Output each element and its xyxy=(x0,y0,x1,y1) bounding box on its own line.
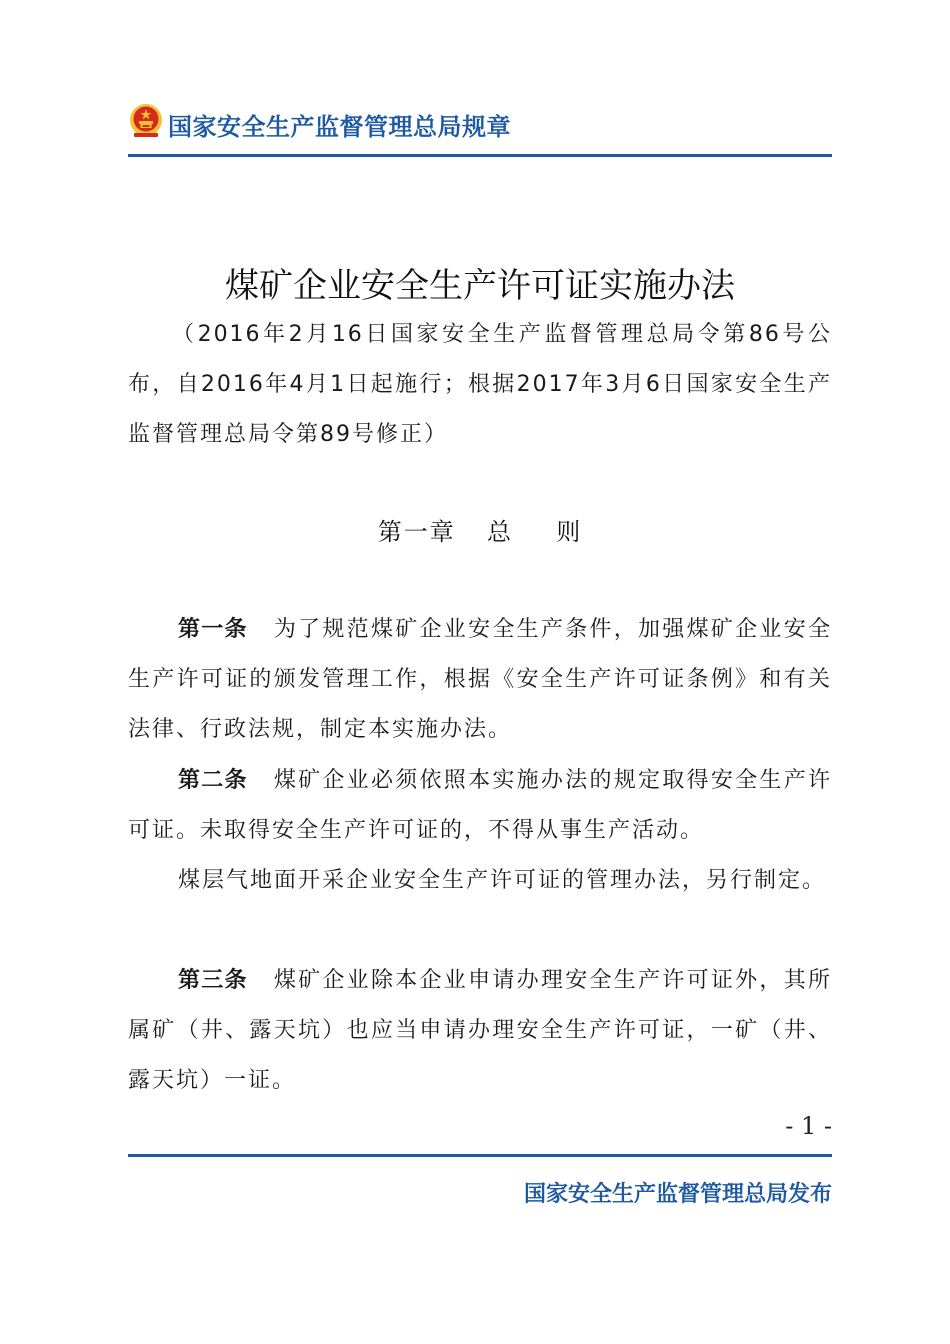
chapter-number: 第一章 xyxy=(377,518,456,546)
footer-publisher: 国家安全生产监督管理总局发布 xyxy=(523,1182,832,1207)
header-title: 国家安全生产监督管理总局规章 xyxy=(168,113,511,141)
article-1 xyxy=(128,605,832,755)
article-text: 煤矿企业必须依照本实施办法的规定取得安全生产许可证。未取得安全生产许可证的，不得从事生产活动。 xyxy=(128,768,832,843)
article-text: 为了规范煤矿企业安全生产条件，加强煤矿企业安全生产许可证的颁发管理工作，根据《安全生产许可证条例》和有关法律、行政法规，制定本实施办法。 xyxy=(128,617,832,742)
article-2-paragraph-2: 煤层气地面开采企业安全生产许可证的管理办法，另行制定。 xyxy=(178,868,827,893)
document-title: 煤矿企业安全生产许可证实施办法 xyxy=(225,266,735,306)
header-divider xyxy=(128,154,832,157)
page-header xyxy=(128,103,832,143)
article-number: 第一条 xyxy=(178,617,248,642)
chapter-name-part1: 总 xyxy=(487,518,513,546)
article-text: 煤矿企业除本企业申请办理安全生产许可证外，其所属矿（井、露天坑）也应当申请办理安全生产许可证，一矿（井、露天坑）一证。 xyxy=(128,968,832,1093)
article-number: 第二条 xyxy=(178,768,248,793)
article-3 xyxy=(128,956,832,1106)
page-number: - 1 - xyxy=(785,1112,832,1140)
article-2 xyxy=(128,756,832,856)
chapter-heading xyxy=(128,512,832,547)
national-emblem-icon xyxy=(128,103,164,139)
article-number: 第三条 xyxy=(178,968,248,993)
chapter-name-part2: 则 xyxy=(556,518,583,546)
footer-divider xyxy=(128,1154,832,1157)
document-note: （2016年2月16日国家安全生产监督管理总局令第86号公布，自2016年4月1日起施行；根据2017年3月6日国家安全生产监督管理总局令第89号修正） xyxy=(128,322,832,447)
